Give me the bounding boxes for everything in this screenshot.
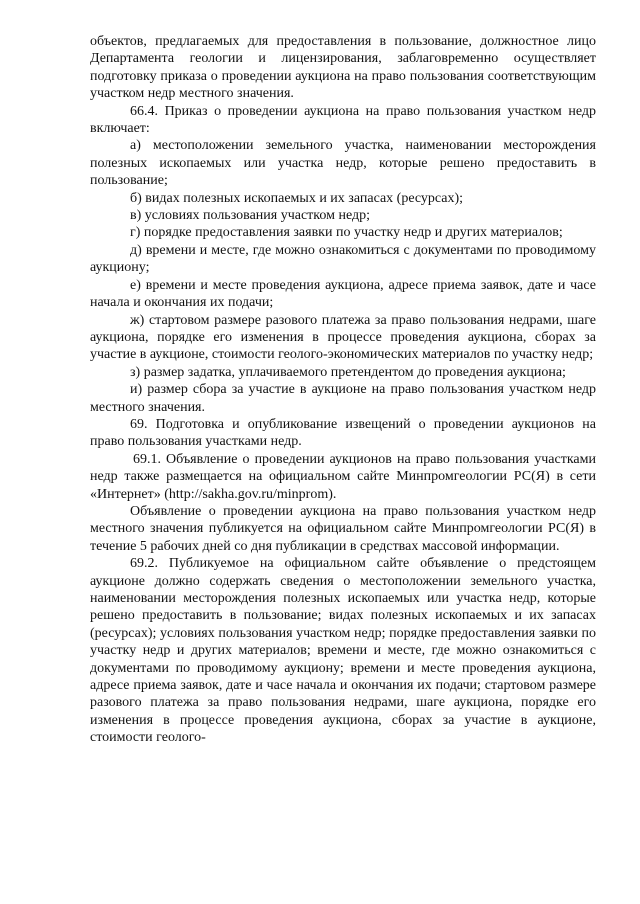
paragraph-69-1: 69.1. Объявление о проведении аукционов на право пользования участками недр также размещается на официальном сайте Минпромгеологии РС(Я) в сети «Интернет» (http://sakha.gov.ru/minprom). xyxy=(90,451,596,502)
document-page xyxy=(90,33,596,747)
paragraph-item-g: г) порядке предоставления заявки по участку недр и других материалов; xyxy=(130,225,563,241)
paragraph-item-d: д) времени и месте, где можно ознакомиться с документами по проводимому аукциону; xyxy=(90,242,596,276)
paragraph-item-b: б) видах полезных ископаемых и их запасах (ресурсах); xyxy=(130,190,464,206)
paragraph-item-i: и) размер сбора за участие в аукционе на право пользования участком недр местного значения. xyxy=(90,382,596,415)
paragraph-item-z: з) размер задатка, уплачиваемого претендентом до проведения аукциона; xyxy=(130,364,566,380)
paragraph-item-v: в) условиях пользования участком недр; xyxy=(130,208,371,224)
paragraph-69-2: 69.2. Публикуемое на официальном сайте объявление о предстоящем аукционе должно содержать сведения о местоположении земельного участка, наименовании месторождения полезных ископаемых или участка недр, которые решено предоставить в пользование; видах полезных ископаемых и их запасах (ресурсах); условиях пользования участком недр; порядке предоставления заявки по участку недр и других материалов; времени и месте, где можно ознакомиться с документами по проводимому аукциону; времени и месте проведения аукциона, адресе приема заявок, дате и часе начала и окончания их подачи; стартовом размере разового платежа за право пользования недрами, шаге аукциона, порядке его изменения в процессе проведения аукциона, сборах за участие в аукционе, стоимости геолого- xyxy=(90,556,596,746)
paragraph-item-zh: ж) стартовом размере разового платежа за право пользования недрами, шаге аукциона, порядке его изменения в процессе проведения аукциона, сборах за участие в аукционе, стоимости геолого-экономических материалов по участку недр; xyxy=(90,312,596,363)
paragraph-continuation: объектов, предлагаемых для предоставления в пользование, должностное лицо Департамента геологии и лицензирования, заблаговременно осуществляет подготовку приказа о проведении аукциона на право пользования соответствующим участком недр местного значения. xyxy=(90,34,596,102)
paragraph-item-a: а) местоположении земельного участка, наименовании месторождения полезных ископаемых или участка недр, которые решено предоставить в пользование; xyxy=(90,138,596,189)
paragraph-69: 69. Подготовка и опубликование извещений о проведении аукционов на право пользования участками недр. xyxy=(90,416,596,450)
paragraph-announcement: Объявление о проведении аукциона на право пользования участком недр местного значения публикуется на официальном сайте Минпромгеологии РС(Я) в течение 5 рабочих дней со дня публикации в средствах массовой информации. xyxy=(90,503,596,554)
paragraph-item-e: е) времени и месте проведения аукциона, адресе приема заявок, дате и часе начала и окончания их подачи; xyxy=(90,277,596,311)
paragraph-66-4: 66.4. Приказ о проведении аукциона на право пользования участком недр включает: xyxy=(90,103,596,137)
